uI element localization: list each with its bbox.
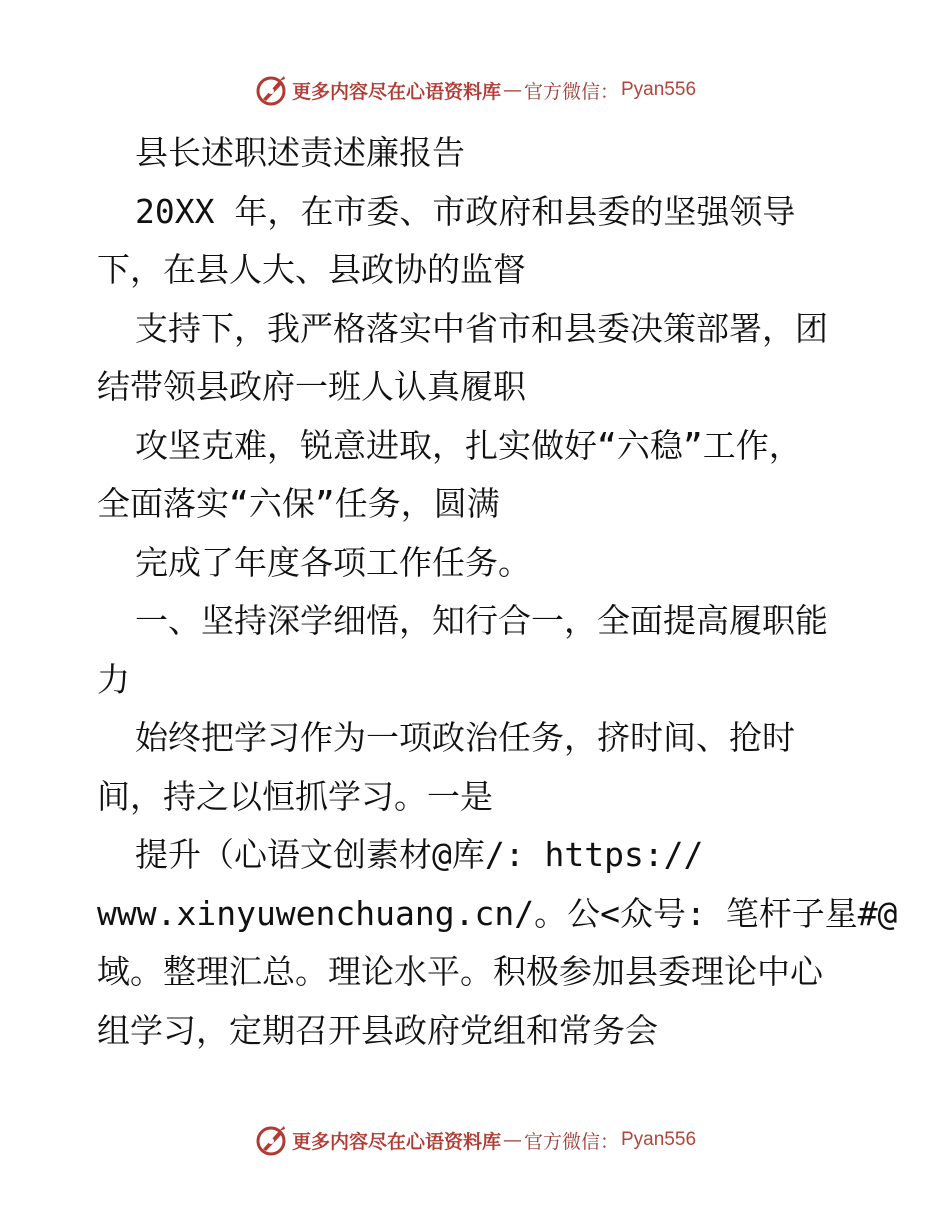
banner-wechat-id: Pyan556 xyxy=(621,79,697,100)
section-heading-continuation: 力 xyxy=(97,659,130,699)
paragraph-line: 下，在县人大、县政协的监督 xyxy=(97,250,526,289)
banner-wechat-id: Pyan556 xyxy=(621,1129,697,1150)
paragraph-line: 攻坚克难，锐意进取，扎实做好“六稳”工作， xyxy=(135,425,802,465)
banner-wechat-label: 官方微信： xyxy=(523,1130,619,1153)
paragraph-line: 域。整理汇总。理论水平。积极参加县委理论中心 xyxy=(97,952,823,991)
quill-logo-icon xyxy=(254,1123,288,1157)
banner-separator: — xyxy=(502,79,522,101)
banner-wechat-label: 官方微信： xyxy=(523,80,619,103)
section-heading: 一、坚持深学细悟，知行合一，全面提高履职能 xyxy=(135,601,828,640)
paragraph-line: 结带领县政府一班人认真履职 xyxy=(97,367,526,406)
paragraph-line: 支持下，我严格落实中省市和县委决策部署，团 xyxy=(135,308,828,348)
header-watermark-banner xyxy=(0,70,950,110)
paragraph-line: 组学习，定期召开县政府党组和常务会 xyxy=(97,1010,658,1050)
paragraph-line: 全面落实“六保”任务，圆满 xyxy=(97,484,500,523)
paragraph-line: 20XX 年，在市委、市政府和县委的坚强领导 xyxy=(135,191,796,231)
paragraph-line: 始终把学习作为一项政治任务，挤时间、抢时 xyxy=(135,718,795,757)
paragraph-line: www.xinyuwenchuang.cn/。公<众号: 笔杆子星#@ xyxy=(97,893,898,933)
banner-slogan: 更多内容尽在心语资料库 xyxy=(291,1130,501,1153)
paragraph-line: 间，持之以恒抓学习。一是 xyxy=(97,776,493,816)
banner-separator: — xyxy=(502,1129,522,1151)
paragraph-line: 完成了年度各项工作任务。 xyxy=(135,542,531,582)
footer-watermark-banner xyxy=(0,1120,950,1160)
banner-slogan: 更多内容尽在心语资料库 xyxy=(291,80,501,103)
quill-logo-icon xyxy=(254,73,288,107)
paragraph-line: 提升（心语文创素材@库/: https:// xyxy=(135,835,704,874)
document-title: 县长述职述责述廉报告 xyxy=(135,133,465,172)
document-body xyxy=(97,124,898,1060)
